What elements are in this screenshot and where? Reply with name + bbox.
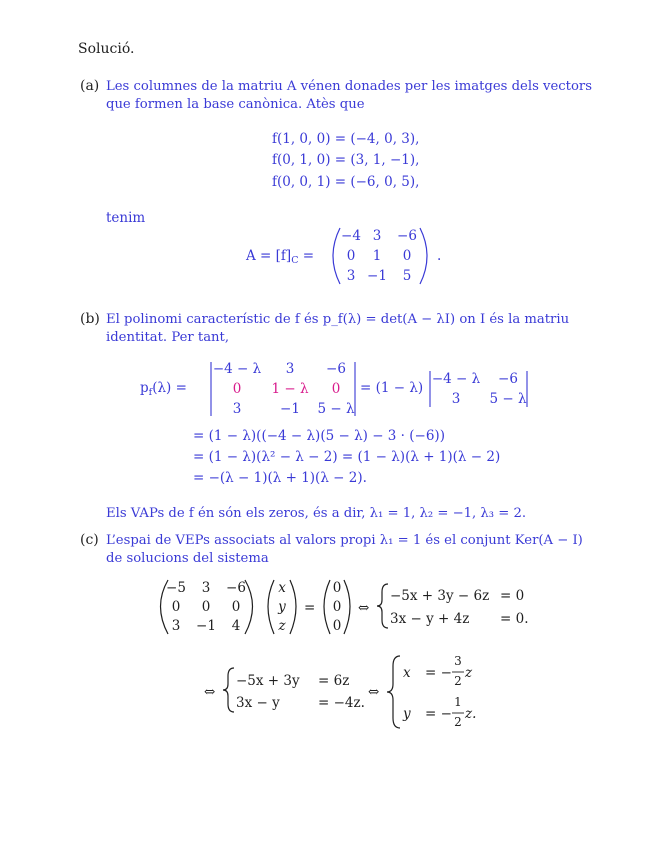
matrix-a-c02: −6	[397, 228, 417, 244]
sol-x-num: 3	[454, 654, 462, 668]
sys1-eq1-rhs: = 0	[500, 588, 525, 604]
matrix-a-c00: −4	[341, 228, 361, 244]
sys-m-c12: 0	[231, 599, 241, 615]
sys-m-c20: 3	[171, 618, 181, 634]
det3-c00: −4 − λ	[212, 361, 262, 377]
det3-c20: 3	[232, 401, 242, 417]
sol-x-var: x	[403, 665, 411, 681]
det3-c02: −6	[326, 361, 346, 377]
sol-y-num: 1	[454, 695, 462, 709]
part-b-text-line2: identitat. Per tant,	[106, 330, 230, 345]
zero-vector-right-paren	[344, 580, 350, 634]
part-b-text-line1: El polinomi característic de f és p_f(λ) = det(A − λI) on I és la matriu	[106, 312, 570, 327]
part-c-text-line2: de solucions del sistema	[106, 551, 269, 566]
sys2-eq1-rhs: = 6z	[318, 673, 350, 689]
sys-m-c10: 0	[171, 599, 181, 615]
det3-c12: 0	[331, 381, 341, 397]
image-line-3: f(0, 0, 1) = (−6, 0, 5),	[272, 174, 420, 190]
expansion-line-4: = −(λ − 1)(λ + 1)(λ − 2).	[193, 470, 367, 486]
sys1-eq1-lhs: −5x + 3y − 6z	[390, 588, 490, 604]
zero-2: 0	[332, 599, 342, 615]
sys-m-c21: −1	[196, 618, 216, 634]
sol-x-eq: = −	[425, 665, 452, 681]
var-y: y	[278, 599, 286, 615]
sol-y-tail: z.	[465, 706, 477, 722]
system2-brace	[223, 668, 234, 712]
iff-3: ⇔	[368, 684, 380, 700]
det2-c11: 5 − λ	[489, 391, 527, 407]
matrix-a-lhs: $A = [f]_C$ =	[246, 248, 315, 266]
system1-brace	[377, 584, 388, 628]
det3-c21: −1	[280, 401, 300, 417]
det3-c01: 3	[285, 361, 295, 377]
part-c-label: (c)	[80, 532, 99, 548]
solution-brace	[387, 656, 400, 728]
part-a	[80, 78, 592, 284]
var-x: x	[278, 580, 286, 596]
matrix-a-c22: 5	[402, 268, 412, 284]
det2-c00: −4 − λ	[431, 371, 481, 387]
det3-c10: 0	[232, 381, 242, 397]
expansion-line-2: = (1 − λ)((−4 − λ)(5 − λ) − 3 · (−6))	[193, 428, 445, 444]
sol-y-eq: = −	[425, 706, 452, 722]
sol-x-tail: z	[465, 665, 473, 681]
sys1-eq2-rhs: = 0.	[500, 611, 529, 627]
sys-m-c11: 0	[201, 599, 211, 615]
matrix-a-c11: 1	[372, 248, 382, 264]
iff-2: ⇔	[204, 684, 216, 700]
matrix-a-c21: −1	[367, 268, 387, 284]
sol-y-var: y	[403, 706, 411, 722]
sys-m-c00: −5	[166, 580, 186, 596]
matrix-a-c10: 0	[346, 248, 356, 264]
sys-m-c01: 3	[201, 580, 211, 596]
sys-m-c02: −6	[226, 580, 246, 596]
sys-m-c22: 4	[231, 618, 241, 634]
part-a-label: (a)	[80, 78, 100, 94]
var-z: z	[278, 618, 286, 634]
part-c-text-line1: L’espai de VEPs associats al valors propi λ₁ = 1 és el conjunt Ker(A − I)	[106, 533, 583, 548]
solution-heading: Solució.	[78, 41, 135, 57]
det-factor: = (1 − λ)	[360, 380, 424, 396]
sol-x-den: 2	[454, 674, 462, 688]
var-vector-right-paren	[290, 580, 296, 634]
system-equals: =	[304, 600, 316, 616]
part-b-label: (b)	[80, 311, 100, 327]
matrix-a-end: .	[437, 248, 442, 264]
det2-c01: −6	[498, 371, 518, 387]
eigenvalues-sentence: Els VAPs de f én són els zeros, és a dir, λ₁ = 1, λ₂ = −1, λ₃ = 2.	[106, 506, 527, 521]
tenim-word: tenim	[106, 210, 146, 226]
sys2-eq2-lhs: 3x − y	[236, 695, 280, 711]
char-poly-lhs: $p_f(\lambda)$ =	[140, 380, 187, 398]
iff-1: ⇔	[358, 600, 370, 616]
det2-c10: 3	[451, 391, 461, 407]
zero-vector-left-paren	[324, 580, 330, 634]
matrix-a-c20: 3	[346, 268, 356, 284]
zero-1: 0	[332, 580, 342, 596]
expansion-line-3: = (1 − λ)(λ² − λ − 2) = (1 − λ)(λ + 1)(λ − 2)	[193, 449, 501, 465]
part-c	[80, 532, 583, 729]
matrix-a-c12: 0	[402, 248, 412, 264]
matrix-a-left-paren	[333, 228, 340, 284]
sys2-eq2-rhs: = −4z.	[318, 695, 365, 711]
det3-c22: 5 − λ	[317, 401, 355, 417]
sys1-eq2-lhs: 3x − y + 4z	[390, 611, 470, 627]
part-b	[80, 311, 569, 521]
part-a-text-line1: Les columnes de la matriu A vénen donades per les imatges dels vectors	[106, 79, 592, 94]
var-vector-left-paren	[268, 580, 274, 634]
matrix-a-c01: 3	[372, 228, 382, 244]
sys2-eq1-lhs: −5x + 3y	[236, 673, 300, 689]
image-line-2: f(0, 1, 0) = (3, 1, −1),	[272, 152, 420, 168]
det3-c11: 1 − λ	[271, 381, 309, 397]
sol-y-den: 2	[454, 715, 462, 729]
part-a-text-line2: que formen la base canònica. Atès que	[106, 97, 365, 112]
image-line-1: f(1, 0, 0) = (−4, 0, 3),	[272, 131, 420, 147]
system-matrix-right-paren	[245, 580, 253, 634]
matrix-a-right-paren	[420, 228, 427, 284]
zero-3: 0	[332, 618, 342, 634]
